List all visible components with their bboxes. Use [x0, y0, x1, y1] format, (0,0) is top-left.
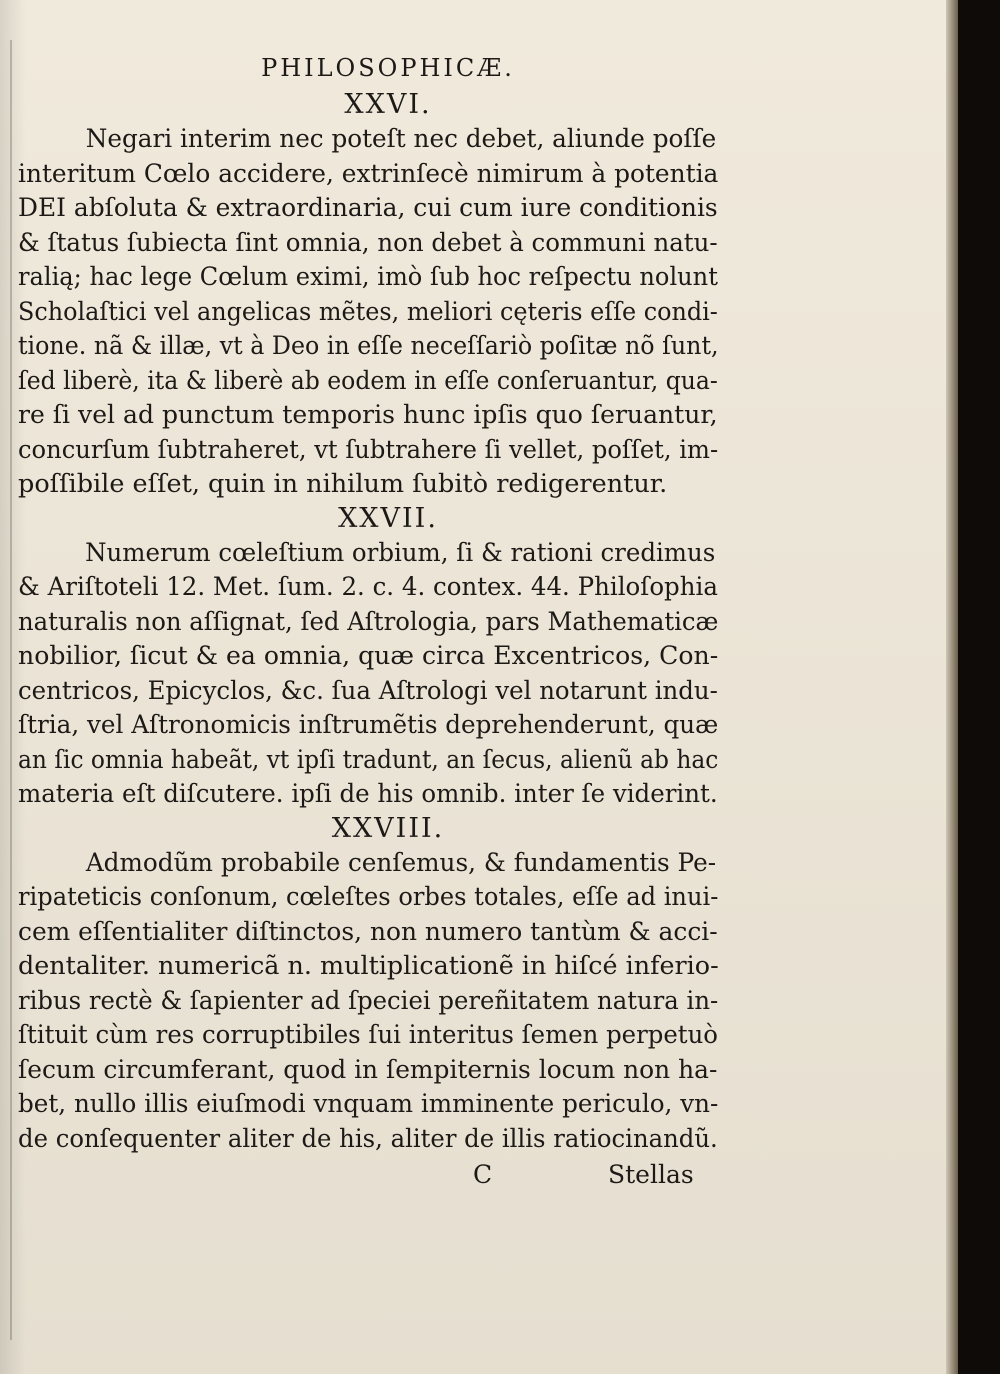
text-line: cem eſſentialiter diſtinctos, non numero tantùm & acci-: [18, 916, 718, 947]
section-27: [18, 502, 718, 812]
text-line: re ſi vel ad punctum temporis hunc ipſis quo ſeruantur,: [18, 400, 718, 430]
text-line: materia eſt diſcutere. ipſi de his omnib. inter ſe viderint.: [18, 779, 718, 809]
signature-mark: C: [473, 1160, 493, 1189]
text-line: ribus rectè & ſapienter ad ſpeciei pereñitatem natura in-: [18, 985, 719, 1016]
page-edge: [946, 0, 958, 1374]
catchline: [18, 1160, 718, 1200]
text-line: Negari interim nec poteſt nec debet, aliunde poſſe: [85, 124, 717, 154]
paragraph: [18, 536, 718, 812]
text-line: nobilior, ſicut & ea omnia, quæ circa Excentricos, Con-: [18, 641, 719, 671]
text-line: naturalis non aſſignat, ſed Aſtrologia, pars Mathematicæ: [18, 606, 719, 637]
text-line: DEI abſoluta & extraordinaria, cui cum iure conditionis: [18, 193, 718, 223]
text-line: poſſibile eſſet, quin in nihilum ſubitò redigerentur.: [18, 469, 668, 499]
gutter-shadow: [10, 40, 12, 1340]
text-line: Numerum cœleſtium orbium, ſi & rationi credimus: [85, 537, 716, 568]
section-28: [18, 812, 718, 1157]
text-line: dentaliter. numericã n. multiplicationẽ in hiſcé inferio-: [18, 951, 719, 981]
text-line: ſed liberè, ita & liberè ab eodem in eſſe conſeruantur, qua-: [18, 365, 718, 396]
text-block: [18, 54, 718, 1200]
text-line: concurſum ſubtraheret, vt ſubtrahere ſi vellet, poſſet, im-: [18, 434, 719, 465]
text-line: ralią; hac lege Cœlum eximi, imò ſub hoc reſpectu nolunt: [18, 262, 718, 292]
paragraph: [18, 846, 718, 1157]
text-line: tione. nã & illæ, vt à Deo in eſſe neceſſariò poſitæ nõ ſunt,: [18, 331, 719, 361]
text-line: bet, nullo illis eiuſmodi vnquam imminente periculo, vn-: [18, 1089, 719, 1119]
paragraph: [18, 122, 718, 502]
text-line: Admodũm probabile cenſemus, & fundamentis Pe-: [85, 847, 717, 878]
text-line: ſtria, vel Aſtronomicis inſtrumẽtis deprehenderunt, quæ: [18, 710, 719, 740]
text-line: centricos, Epicyclos, &c. ſua Aſtrologi vel notarunt indu-: [18, 675, 718, 706]
text-line: ſecum circumferant, quod in ſempiternis locum non ha-: [18, 1054, 718, 1085]
text-line: interitum Cœlo accidere, extrinſecè nimirum à potentia: [18, 158, 719, 189]
text-line: ripateticis conſonum, cœleſtes orbes totales, eſſe ad inui-: [18, 882, 719, 912]
text-line: & ſtatus ſubiecta ſint omnia, non debet à communi natu-: [18, 227, 718, 258]
catchword: Stellas: [608, 1160, 694, 1189]
section-numeral: XXVIII.: [331, 812, 445, 844]
text-line: & Ariſtoteli 12. Met. ſum. 2. c. 4. contex. 44. Philoſophia: [18, 572, 718, 602]
section-numeral: XXVI.: [344, 89, 432, 120]
section-numeral: XXVII.: [338, 502, 438, 534]
text-line: an ſic omnia habeãt, vt ipſi tradunt, an ſecus, alienũ ab hac: [18, 744, 719, 775]
text-line: ſtituit cùm res corruptibiles ſui interitus ſemen perpetuò: [18, 1020, 718, 1050]
running-head: PHILOSOPHICÆ.: [261, 54, 515, 82]
section-26: [18, 88, 718, 502]
text-line: de conſequenter aliter de his, aliter de illis ratiocinandũ.: [18, 1123, 718, 1154]
text-line: Scholaſtici vel angelicas mẽtes, meliori cęteris eſſe condi-: [18, 296, 718, 327]
